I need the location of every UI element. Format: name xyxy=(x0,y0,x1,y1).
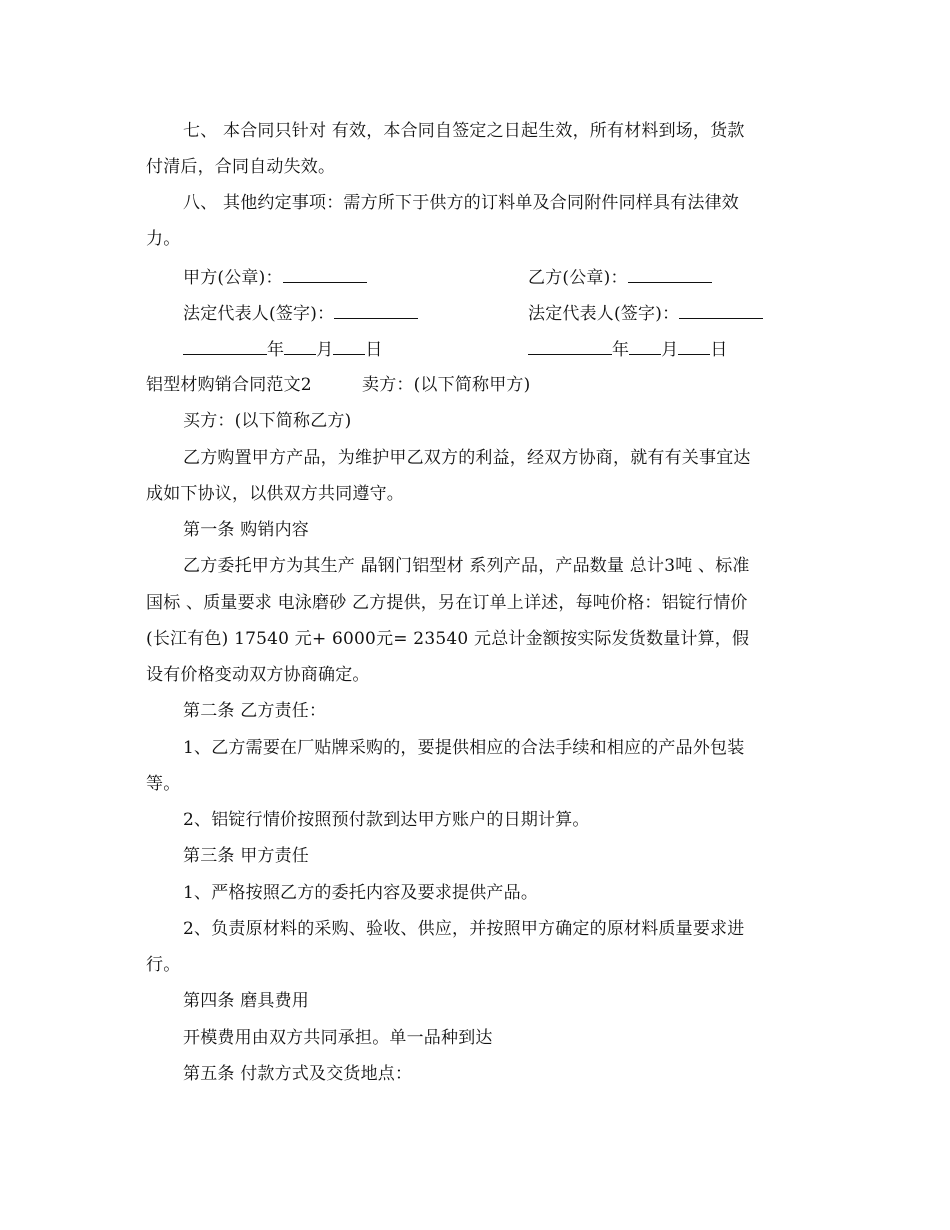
date-a-day-blank xyxy=(333,338,365,355)
party-b-seal-blank xyxy=(628,266,712,283)
article4-title: 第四条 磨具费用 xyxy=(183,991,310,1011)
date-a-field xyxy=(183,338,383,361)
date-b-month-blank xyxy=(629,338,661,355)
date-a-year-label: 年 xyxy=(267,340,285,360)
intro-line2: 成如下协议，以供双方共同遵守。 xyxy=(146,484,404,504)
party-b-seal-label: 乙方(公章)： xyxy=(528,268,628,288)
date-b-year-blank xyxy=(528,338,612,355)
party-b-seal-field xyxy=(528,266,712,289)
clause-seven-line2: 付清后，合同自动失效。 xyxy=(146,157,336,177)
article1-line2: 国标 、质量要求 电泳磨砂 乙方提供，另在订单上详述，每吨价格：铝锭行情价 xyxy=(146,593,748,613)
article2-item1-line1: 1、乙方需要在厂贴牌采购的，要提供相应的合法手续和相应的产品外包装 xyxy=(183,738,745,758)
date-a-month-blank xyxy=(284,338,316,355)
party-a-seal-blank xyxy=(283,266,367,283)
article2-item2: 2、铝锭行情价按照预付款到达甲方账户的日期计算。 xyxy=(183,810,590,830)
party-a-seal-label: 甲方(公章)： xyxy=(183,268,283,288)
rep-b-field xyxy=(528,302,763,325)
article1-title: 第一条 购销内容 xyxy=(183,520,310,540)
date-b-day-label: 日 xyxy=(710,340,728,360)
article5-title: 第五条 付款方式及交货地点： xyxy=(183,1064,413,1084)
article1-line4: 设有价格变动双方协商确定。 xyxy=(146,665,370,685)
article4-text: 开模费用由双方共同承担。单一品种到达 xyxy=(183,1028,493,1048)
article1-line1: 乙方委托甲方为其生产 晶钢门铝型材 系列产品，产品数量 总计3吨 、标准 xyxy=(183,556,750,576)
rep-a-label: 法定代表人(签字)： xyxy=(183,304,335,324)
rep-a-blank xyxy=(334,302,418,319)
article2-title: 第二条 乙方责任： xyxy=(183,701,327,721)
date-a-day-label: 日 xyxy=(365,340,383,360)
article2-item1-line2: 等。 xyxy=(146,774,181,794)
article3-title: 第三条 甲方责任 xyxy=(183,846,310,866)
clause-eight-line2: 力。 xyxy=(146,229,181,249)
article3-item2-line2: 行。 xyxy=(146,955,181,975)
date-b-field xyxy=(528,338,728,361)
rep-a-field xyxy=(183,302,418,325)
second-contract-title: 铝型材购销合同范文2 xyxy=(146,375,312,395)
date-b-month-label: 月 xyxy=(661,340,679,360)
seller-line: 卖方：(以下简称甲方) xyxy=(362,375,531,395)
rep-b-blank xyxy=(679,302,763,319)
buyer-line: 买方：(以下简称乙方) xyxy=(183,411,352,431)
clause-eight-line1: 八、 其他约定事项：需方所下于供方的订料单及合同附件同样具有法律效 xyxy=(183,193,740,213)
intro-line1: 乙方购置甲方产品，为维护甲乙双方的利益，经双方协商，就有有关事宜达 xyxy=(183,448,751,468)
party-a-seal-field xyxy=(183,266,367,289)
rep-b-label: 法定代表人(签字)： xyxy=(528,304,680,324)
date-a-year-blank xyxy=(183,338,267,355)
date-b-year-label: 年 xyxy=(612,340,630,360)
date-b-day-blank xyxy=(678,338,710,355)
clause-seven-line1: 七、 本合同只针对 有效，本合同自签定之日起生效，所有材料到场，货款 xyxy=(183,121,745,141)
article3-item1: 1、严格按照乙方的委托内容及要求提供产品。 xyxy=(183,883,539,903)
date-a-month-label: 月 xyxy=(316,340,334,360)
article1-line3: (长江有色) 17540 元+ 6000元= 23540 元总计金额按实际发货数量计算，假 xyxy=(146,629,750,649)
article3-item2-line1: 2、负责原材料的采购、验收、供应，并按照甲方确定的原材料质量要求进 xyxy=(183,919,745,939)
